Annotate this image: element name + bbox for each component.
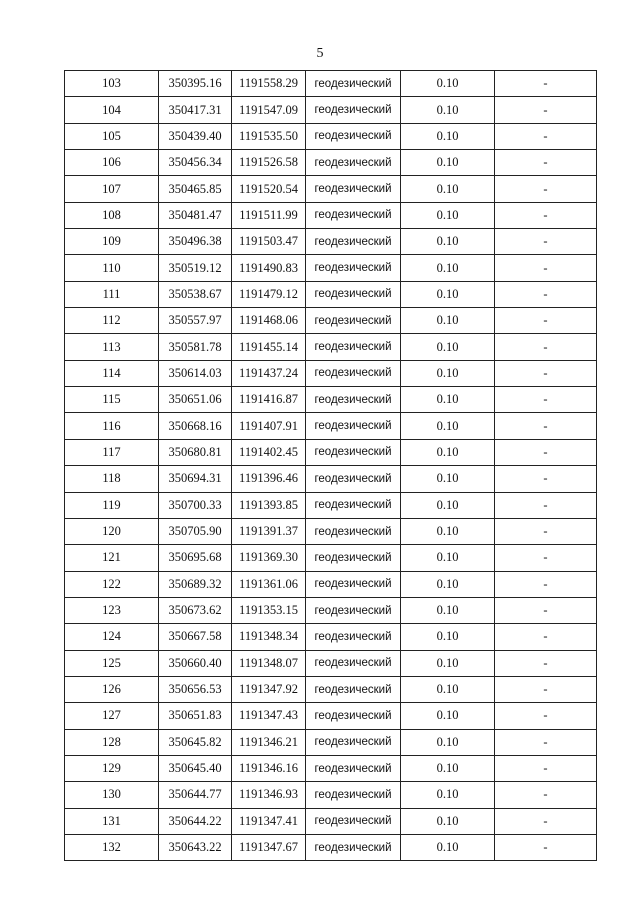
table-row: [65, 650, 597, 676]
method-cell: геодезический: [306, 703, 401, 729]
x-coordinate-cell: 350395.16: [159, 71, 232, 97]
accuracy-cell: 0.10: [401, 97, 495, 123]
x-coordinate-cell: 350643.22: [159, 834, 232, 860]
point-number-cell: 106: [65, 150, 159, 176]
accuracy-cell: 0.10: [401, 676, 495, 702]
method-cell: геодезический: [306, 729, 401, 755]
description-cell: -: [495, 650, 597, 676]
x-coordinate-cell: 350519.12: [159, 255, 232, 281]
point-number-cell: 121: [65, 545, 159, 571]
description-cell: -: [495, 229, 597, 255]
y-coordinate-cell: 1191416.87: [232, 387, 306, 413]
method-cell: геодезический: [306, 413, 401, 439]
description-cell: -: [495, 97, 597, 123]
accuracy-cell: 0.10: [401, 545, 495, 571]
x-coordinate-cell: 350439.40: [159, 123, 232, 149]
description-cell: -: [495, 439, 597, 465]
point-number-cell: 119: [65, 492, 159, 518]
x-coordinate-cell: 350644.77: [159, 782, 232, 808]
table-row: [65, 492, 597, 518]
point-number-cell: 130: [65, 782, 159, 808]
accuracy-cell: 0.10: [401, 650, 495, 676]
table-row: [65, 729, 597, 755]
y-coordinate-cell: 1191346.16: [232, 755, 306, 781]
y-coordinate-cell: 1191437.24: [232, 360, 306, 386]
method-cell: геодезический: [306, 597, 401, 623]
table-row: [65, 71, 597, 97]
method-cell: геодезический: [306, 97, 401, 123]
method-cell: геодезический: [306, 229, 401, 255]
point-number-cell: 108: [65, 202, 159, 228]
point-number-cell: 132: [65, 834, 159, 860]
x-coordinate-cell: 350538.67: [159, 281, 232, 307]
x-coordinate-cell: 350496.38: [159, 229, 232, 255]
accuracy-cell: 0.10: [401, 229, 495, 255]
table-row: [65, 834, 597, 860]
method-cell: геодезический: [306, 150, 401, 176]
description-cell: -: [495, 387, 597, 413]
method-cell: геодезический: [306, 281, 401, 307]
method-cell: геодезический: [306, 71, 401, 97]
description-cell: -: [495, 808, 597, 834]
y-coordinate-cell: 1191361.06: [232, 571, 306, 597]
accuracy-cell: 0.10: [401, 123, 495, 149]
table-row: [65, 150, 597, 176]
description-cell: -: [495, 834, 597, 860]
y-coordinate-cell: 1191503.47: [232, 229, 306, 255]
point-number-cell: 124: [65, 624, 159, 650]
y-coordinate-cell: 1191347.92: [232, 676, 306, 702]
table-row: [65, 439, 597, 465]
accuracy-cell: 0.10: [401, 360, 495, 386]
method-cell: геодезический: [306, 755, 401, 781]
x-coordinate-cell: 350651.06: [159, 387, 232, 413]
point-number-cell: 107: [65, 176, 159, 202]
y-coordinate-cell: 1191347.67: [232, 834, 306, 860]
description-cell: -: [495, 360, 597, 386]
description-cell: -: [495, 308, 597, 334]
table-row: [65, 808, 597, 834]
method-cell: геодезический: [306, 676, 401, 702]
y-coordinate-cell: 1191391.37: [232, 518, 306, 544]
y-coordinate-cell: 1191535.50: [232, 123, 306, 149]
description-cell: -: [495, 281, 597, 307]
table-row: [65, 387, 597, 413]
description-cell: -: [495, 676, 597, 702]
table-row: [65, 571, 597, 597]
method-cell: геодезический: [306, 624, 401, 650]
point-number-cell: 117: [65, 439, 159, 465]
x-coordinate-cell: 350644.22: [159, 808, 232, 834]
point-number-cell: 116: [65, 413, 159, 439]
table-row: [65, 624, 597, 650]
accuracy-cell: 0.10: [401, 281, 495, 307]
y-coordinate-cell: 1191558.29: [232, 71, 306, 97]
y-coordinate-cell: 1191347.43: [232, 703, 306, 729]
x-coordinate-cell: 350581.78: [159, 334, 232, 360]
table-row: [65, 123, 597, 149]
point-number-cell: 128: [65, 729, 159, 755]
y-coordinate-cell: 1191346.93: [232, 782, 306, 808]
point-number-cell: 112: [65, 308, 159, 334]
method-cell: геодезический: [306, 650, 401, 676]
description-cell: -: [495, 176, 597, 202]
y-coordinate-cell: 1191369.30: [232, 545, 306, 571]
method-cell: геодезический: [306, 123, 401, 149]
y-coordinate-cell: 1191396.46: [232, 466, 306, 492]
table-row: [65, 202, 597, 228]
table-row: [65, 703, 597, 729]
method-cell: геодезический: [306, 439, 401, 465]
point-number-cell: 120: [65, 518, 159, 544]
accuracy-cell: 0.10: [401, 782, 495, 808]
method-cell: геодезический: [306, 360, 401, 386]
table-row: [65, 97, 597, 123]
table-row: [65, 518, 597, 544]
method-cell: геодезический: [306, 518, 401, 544]
point-number-cell: 115: [65, 387, 159, 413]
accuracy-cell: 0.10: [401, 387, 495, 413]
table-row: [65, 676, 597, 702]
description-cell: -: [495, 703, 597, 729]
description-cell: -: [495, 413, 597, 439]
page-number: 5: [316, 46, 324, 61]
y-coordinate-cell: 1191468.06: [232, 308, 306, 334]
point-number-cell: 127: [65, 703, 159, 729]
description-cell: -: [495, 545, 597, 571]
y-coordinate-cell: 1191490.83: [232, 255, 306, 281]
method-cell: геодезический: [306, 387, 401, 413]
x-coordinate-cell: 350614.03: [159, 360, 232, 386]
accuracy-cell: 0.10: [401, 729, 495, 755]
accuracy-cell: 0.10: [401, 71, 495, 97]
method-cell: геодезический: [306, 202, 401, 228]
description-cell: -: [495, 571, 597, 597]
description-cell: -: [495, 729, 597, 755]
description-cell: -: [495, 518, 597, 544]
x-coordinate-cell: 350417.31: [159, 97, 232, 123]
table-row: [65, 755, 597, 781]
x-coordinate-cell: 350645.40: [159, 755, 232, 781]
y-coordinate-cell: 1191547.09: [232, 97, 306, 123]
x-coordinate-cell: 350481.47: [159, 202, 232, 228]
method-cell: геодезический: [306, 334, 401, 360]
description-cell: -: [495, 255, 597, 281]
table-row: [65, 255, 597, 281]
x-coordinate-cell: 350689.32: [159, 571, 232, 597]
point-number-cell: 103: [65, 71, 159, 97]
description-cell: -: [495, 334, 597, 360]
y-coordinate-cell: 1191346.21: [232, 729, 306, 755]
point-number-cell: 123: [65, 597, 159, 623]
x-coordinate-cell: 350705.90: [159, 518, 232, 544]
accuracy-cell: 0.10: [401, 202, 495, 228]
method-cell: геодезический: [306, 782, 401, 808]
x-coordinate-cell: 350656.53: [159, 676, 232, 702]
y-coordinate-cell: 1191511.99: [232, 202, 306, 228]
accuracy-cell: 0.10: [401, 834, 495, 860]
method-cell: геодезический: [306, 834, 401, 860]
accuracy-cell: 0.10: [401, 334, 495, 360]
y-coordinate-cell: 1191526.58: [232, 150, 306, 176]
accuracy-cell: 0.10: [401, 518, 495, 544]
table-row: [65, 176, 597, 202]
description-cell: -: [495, 624, 597, 650]
y-coordinate-cell: 1191479.12: [232, 281, 306, 307]
point-number-cell: 122: [65, 571, 159, 597]
accuracy-cell: 0.10: [401, 255, 495, 281]
x-coordinate-cell: 350694.31: [159, 466, 232, 492]
x-coordinate-cell: 350667.58: [159, 624, 232, 650]
accuracy-cell: 0.10: [401, 308, 495, 334]
x-coordinate-cell: 350456.34: [159, 150, 232, 176]
y-coordinate-cell: 1191455.14: [232, 334, 306, 360]
point-number-cell: 109: [65, 229, 159, 255]
point-number-cell: 126: [65, 676, 159, 702]
accuracy-cell: 0.10: [401, 439, 495, 465]
accuracy-cell: 0.10: [401, 597, 495, 623]
description-cell: -: [495, 597, 597, 623]
point-number-cell: 125: [65, 650, 159, 676]
x-coordinate-cell: 350680.81: [159, 439, 232, 465]
accuracy-cell: 0.10: [401, 755, 495, 781]
description-cell: -: [495, 492, 597, 518]
y-coordinate-cell: 1191393.85: [232, 492, 306, 518]
point-number-cell: 113: [65, 334, 159, 360]
table-row: [65, 782, 597, 808]
point-number-cell: 111: [65, 281, 159, 307]
x-coordinate-cell: 350660.40: [159, 650, 232, 676]
table-row: [65, 466, 597, 492]
point-number-cell: 110: [65, 255, 159, 281]
table-row: [65, 597, 597, 623]
description-cell: -: [495, 202, 597, 228]
coordinates-table-body: [65, 71, 597, 861]
table-row: [65, 413, 597, 439]
method-cell: геодезический: [306, 545, 401, 571]
description-cell: -: [495, 466, 597, 492]
accuracy-cell: 0.10: [401, 492, 495, 518]
point-number-cell: 118: [65, 466, 159, 492]
table-row: [65, 334, 597, 360]
point-number-cell: 131: [65, 808, 159, 834]
point-number-cell: 104: [65, 97, 159, 123]
x-coordinate-cell: 350651.83: [159, 703, 232, 729]
description-cell: -: [495, 123, 597, 149]
description-cell: -: [495, 71, 597, 97]
x-coordinate-cell: 350668.16: [159, 413, 232, 439]
description-cell: -: [495, 782, 597, 808]
method-cell: геодезический: [306, 466, 401, 492]
table-row: [65, 308, 597, 334]
table-row: [65, 281, 597, 307]
accuracy-cell: 0.10: [401, 624, 495, 650]
accuracy-cell: 0.10: [401, 413, 495, 439]
point-number-cell: 129: [65, 755, 159, 781]
description-cell: -: [495, 150, 597, 176]
method-cell: геодезический: [306, 571, 401, 597]
y-coordinate-cell: 1191348.34: [232, 624, 306, 650]
accuracy-cell: 0.10: [401, 571, 495, 597]
y-coordinate-cell: 1191347.41: [232, 808, 306, 834]
accuracy-cell: 0.10: [401, 150, 495, 176]
method-cell: геодезический: [306, 308, 401, 334]
table-row: [65, 360, 597, 386]
accuracy-cell: 0.10: [401, 808, 495, 834]
y-coordinate-cell: 1191353.15: [232, 597, 306, 623]
x-coordinate-cell: 350700.33: [159, 492, 232, 518]
point-number-cell: 114: [65, 360, 159, 386]
coordinates-table: [64, 70, 597, 861]
method-cell: геодезический: [306, 255, 401, 281]
method-cell: геодезический: [306, 808, 401, 834]
y-coordinate-cell: 1191520.54: [232, 176, 306, 202]
method-cell: геодезический: [306, 492, 401, 518]
x-coordinate-cell: 350557.97: [159, 308, 232, 334]
accuracy-cell: 0.10: [401, 466, 495, 492]
y-coordinate-cell: 1191348.07: [232, 650, 306, 676]
x-coordinate-cell: 350465.85: [159, 176, 232, 202]
x-coordinate-cell: 350645.82: [159, 729, 232, 755]
table-row: [65, 545, 597, 571]
y-coordinate-cell: 1191407.91: [232, 413, 306, 439]
y-coordinate-cell: 1191402.45: [232, 439, 306, 465]
table-row: [65, 229, 597, 255]
method-cell: геодезический: [306, 176, 401, 202]
description-cell: -: [495, 755, 597, 781]
x-coordinate-cell: 350673.62: [159, 597, 232, 623]
accuracy-cell: 0.10: [401, 176, 495, 202]
x-coordinate-cell: 350695.68: [159, 545, 232, 571]
accuracy-cell: 0.10: [401, 703, 495, 729]
point-number-cell: 105: [65, 123, 159, 149]
